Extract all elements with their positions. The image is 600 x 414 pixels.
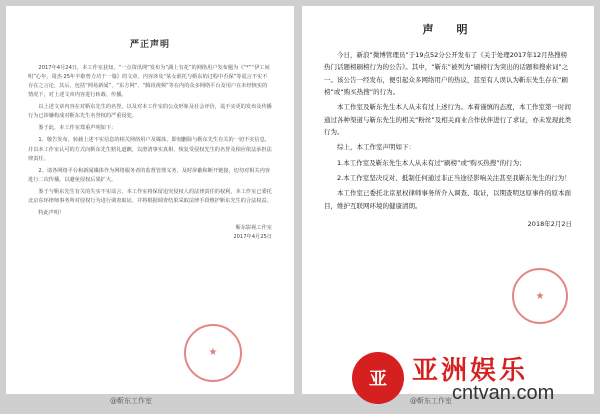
right-red-seal — [512, 268, 568, 324]
logo-mark-icon: 亚 — [352, 352, 404, 404]
right-statement-document — [302, 6, 594, 394]
site-watermark-logo — [352, 346, 592, 408]
right-statement-title: 声 明 — [422, 23, 474, 36]
left-paragraph: 以上述文章内容在对靳东先生的名誉，以及对本工作室的公众形象及社会评价，谎不实更的发布及传播行为已涉嫌构成对靳东先生名誉权的严重侵犯。 — [28, 104, 272, 120]
right-signature — [324, 218, 572, 230]
left-paragraph: 1、敬告发布、转载上述不实信息的相关网络用户及媒体，即刻删除与靳东先生有关的一切不实信息，并以本工作室认可的方式向靳东先生赔礼道歉，以澄清事实真相、恢复受侵权先生的名誉及相应依法承担法律责任。 — [28, 137, 272, 162]
left-paragraph: 2、请各网络平台和新闻媒体作为网络服务者的监督管理义务，及时屏蔽和断开链接，切勿对相关内容进行二次传播，以避免侵权后果扩大。 — [28, 167, 270, 183]
left-paragraph: 2017年4月24日，本工作室获知，“一点资讯网”发布为“湖上有花”的网络用户发布题为《“*”“伊工间明”心年，周杰·25年半歇势力功干一篇》的文章，内容涉及“某女谁托与靳东的过程中否保”等谎言不实不存在之言论，其后，包括“网易新闻”、“东方网”、“腾讯视频”等在内的众多网络平台及用户在未经核实的情况下，对上述文章内容进行转载、传播。 — [28, 64, 270, 99]
left-statement-title: 严正声明 — [129, 40, 170, 50]
left-red-seal — [184, 324, 242, 382]
left-statement-document — [6, 6, 294, 394]
right-paragraph: 综上，本工作室声明如下： — [337, 143, 415, 152]
right-paragraph: 本工作室及靳东先生本人从未有过上述行为。本着谨慎的态度，本工作室第一时间通过各种渠道与靳东先生的相关“粉丝”及相关商业合作伙伴进行了求证，亦未发现此类行为。 — [324, 103, 572, 136]
left-weibo-caption: @靳东工作室 — [110, 397, 152, 405]
right-signature-date: 2018年2月2日 — [527, 220, 572, 229]
left-paragraph: 鉴于与靳东先生有关的失实不实谣言，本工作室将保留追究侵权人的法律责任的权利，本工作室已委托北京东环律师事务所对侵权行为进行调查取证，并将根据调查结果采取法律手段维护靳东先生的合法权益。 — [28, 188, 272, 204]
left-signature — [28, 224, 272, 242]
right-paragraph: 1.本工作室及靳东先生本人从未有过“刷榜”或“购买热搜”的行为； — [337, 158, 526, 167]
right-paragraph: 本工作室已委托北京星权律师事务所介入调查、取证，以期查明这原事件的原本面目，维护互联网环境的健康清朗。 — [324, 189, 571, 210]
logo-domain-text: cntvan.com — [452, 382, 555, 404]
right-paragraph: 2.本工作室坚决反对、抵制任何通过非正当途径影响关注甚至我靳东先生的行为！ — [337, 173, 571, 182]
seal-star-icon: ★ — [208, 347, 218, 359]
logo-chinese-text: 亚洲娱乐 — [412, 356, 529, 386]
right-weibo-caption: @靳东工作室 — [410, 397, 452, 405]
left-paragraph: 鉴于此，本工作室郑重声明如下： — [38, 125, 117, 132]
left-paragraph: 特此声明！ — [38, 210, 65, 217]
left-signature-date: 2017年4月25日 — [233, 234, 272, 241]
left-signature-org: 靳东影视工作室 — [235, 225, 272, 232]
seal-star-icon: ★ — [535, 290, 545, 302]
right-paragraph: 今日，新浪“微博管理员”于19点52分公开发布了《关于处理2017年12月热搜榜热门话题榜刷榜行为的公告》。其中，“靳东”被列为“刷榜行为突出的话题和搜索词”之一。该公告一经发布，便引起众多网络用户的热议，甚至有人误认为靳东先生存在“刷榜”或“购买热搜”的行为。 — [324, 50, 569, 96]
